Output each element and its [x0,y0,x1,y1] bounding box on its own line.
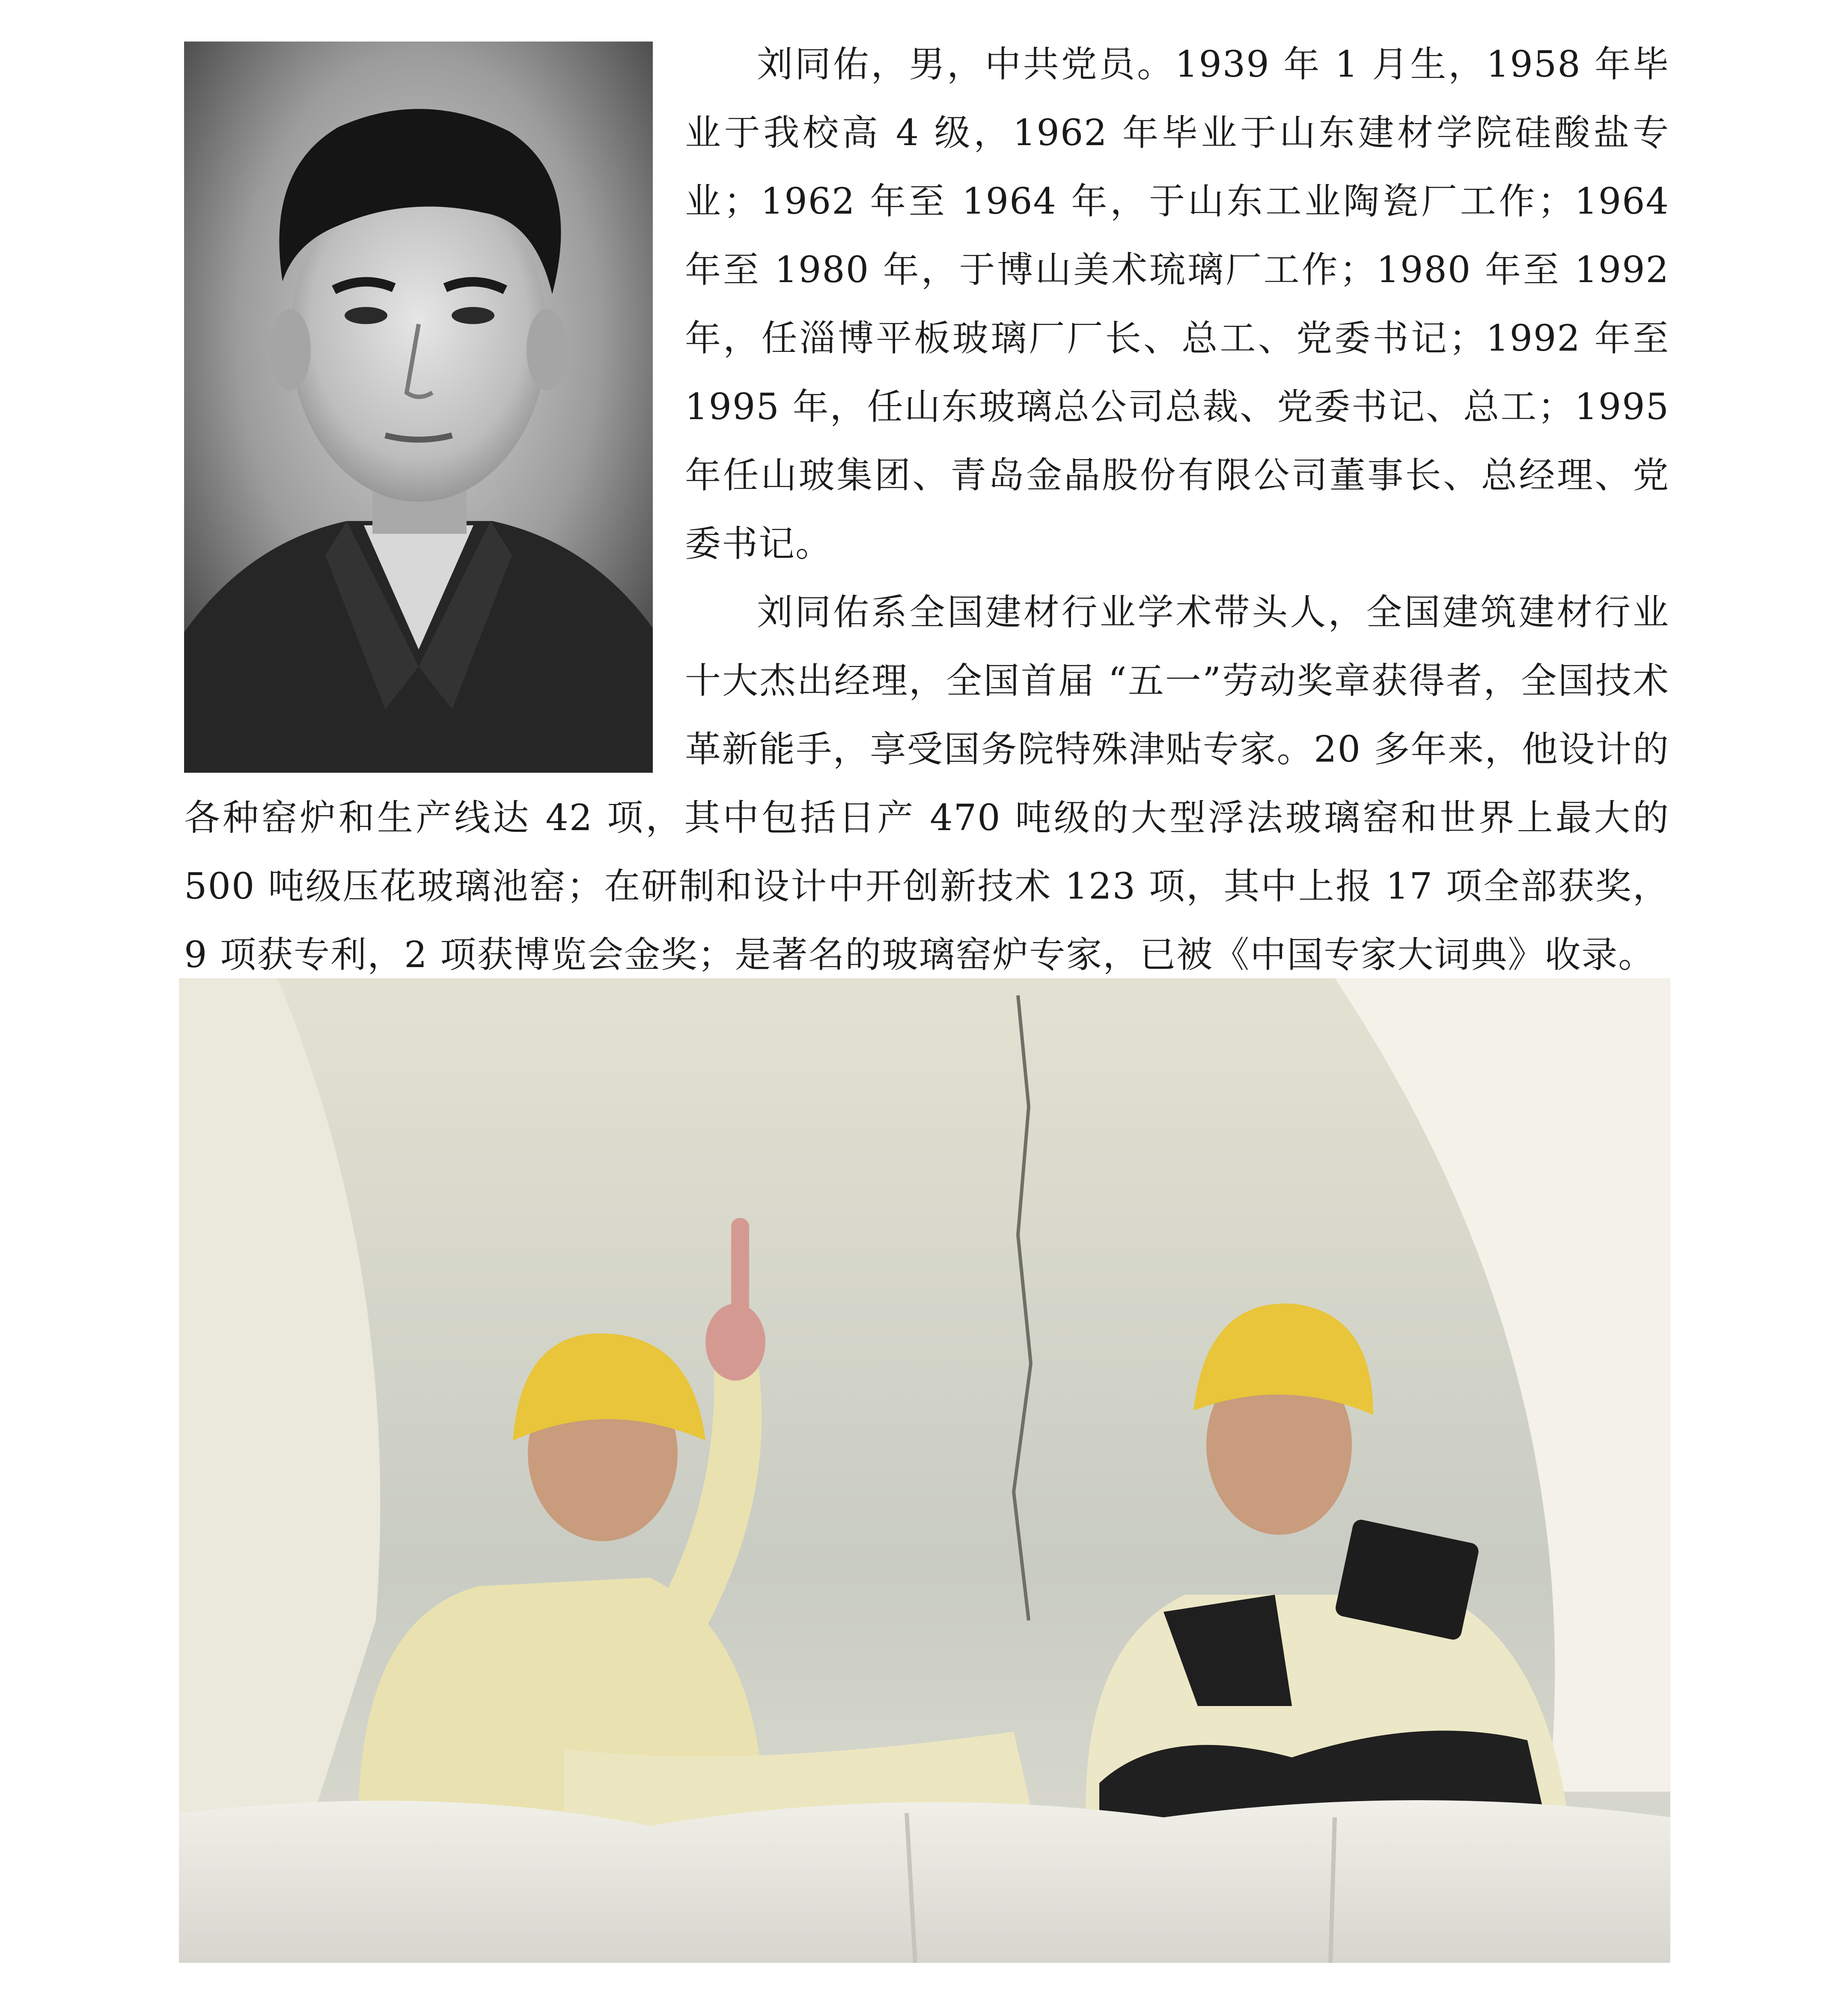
kiln-illustration [179,978,1670,1963]
bio-paragraph-2: 刘同佑系全国建材行业学术带头人，全国建筑建材行业十大杰出经理，全国首届 “五一”劳动奖章获得者，全国技术革新能手，享受国务院特殊津贴专家。20 多年来，他设计的各种窑炉和生产线达 42 项，其中包括日产 470 吨级的大型浮法玻璃窑和世界上最大的 500 吨级压花玻璃池窑；在研制和设计中开创新技术 123 项，其中上报 17 项全部获奖，9 项获专利，2 项获博览会金奖；是著名的玻璃窑炉专家，已被《中国专家大词典》收录。 [184,591,1669,976]
portrait-illustration [184,42,653,773]
kiln-inspection-photo [179,978,1670,1963]
portrait-photo [184,42,653,773]
bio-paragraph-1: 刘同佑，男，中共党员。1939 年 1 月生，1958 年毕业于我校高 4 级，1962 年毕业于山东建材学院硅酸盐专业；1962 年至 1964 年，于山东工业陶瓷厂工作；1964 年至 1980 年，于博山美术琉璃厂工作；1980 年至 1992 年，任淄博平板玻璃厂厂长、总工、党委书记；1992 年至 1995 年，任山东玻璃总公司总裁、党委书记、总工；1995 年任山玻集团、青岛金晶股份有限公司董事长、总经理、党委书记。 [685,43,1669,565]
